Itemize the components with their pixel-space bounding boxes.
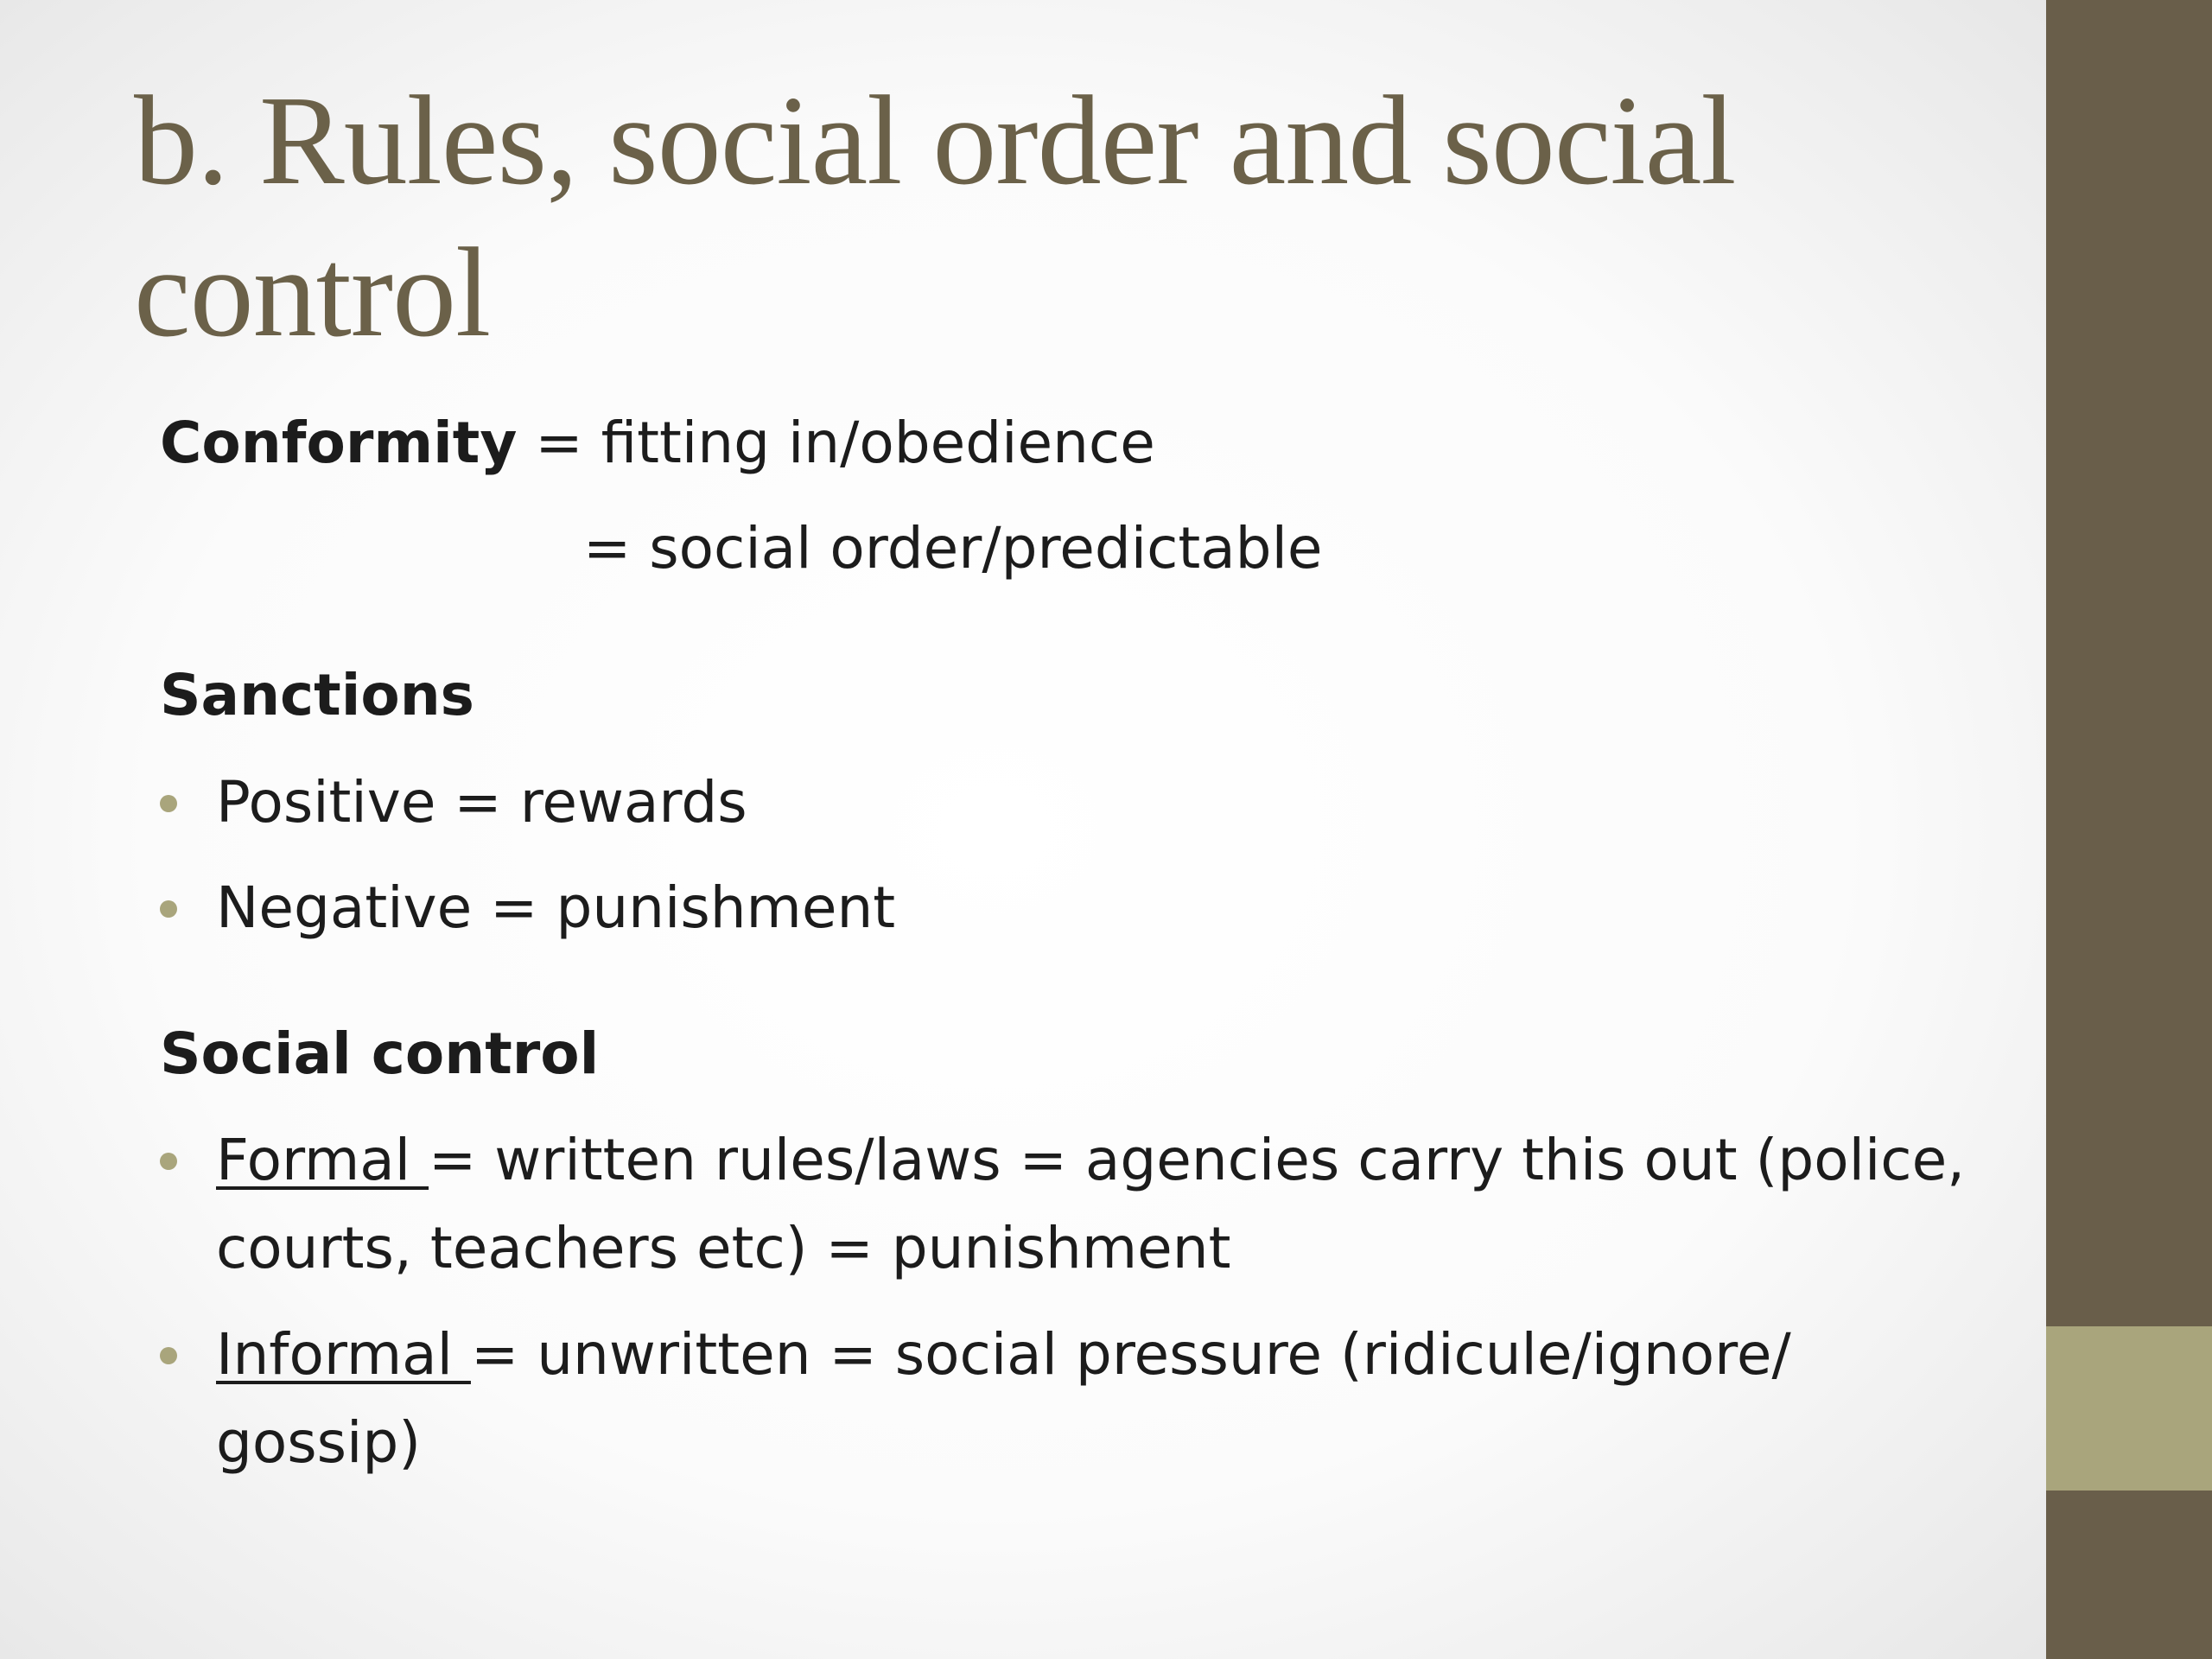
- formal-definition: = written rules/laws = agencies carry this out (police, courts, teachers etc) = punishment: [216, 1127, 1966, 1281]
- conformity-line: [160, 409, 1155, 478]
- conformity-definition: = fitting in/obedience: [517, 410, 1155, 476]
- bullet-icon: [160, 795, 177, 812]
- informal-term: Informal: [216, 1321, 471, 1388]
- slide-title: b. Rules, social order and social control: [134, 70, 1736, 364]
- sanction-positive: Positive = rewards: [216, 769, 747, 836]
- informal-control-text: [216, 1311, 1996, 1487]
- sanctions-heading: Sanctions: [160, 662, 474, 728]
- sidebar-accent-band: [2046, 1326, 2212, 1491]
- formal-term: Formal: [216, 1127, 429, 1193]
- bullet-icon: [160, 1153, 177, 1170]
- decorative-sidebar: [2046, 0, 2212, 1659]
- formal-control-text: [216, 1116, 1996, 1293]
- sanction-negative: Negative = punishment: [216, 874, 896, 941]
- social-control-heading: Social control: [160, 1020, 600, 1087]
- conformity-term: Conformity: [160, 410, 518, 476]
- bullet-icon: [160, 900, 177, 918]
- conformity-line-2: = social order/predictable: [583, 515, 1323, 582]
- informal-definition: = unwritten = social pressure (ridicule/ignore/ gossip): [216, 1321, 1791, 1476]
- bullet-icon: [160, 1347, 177, 1364]
